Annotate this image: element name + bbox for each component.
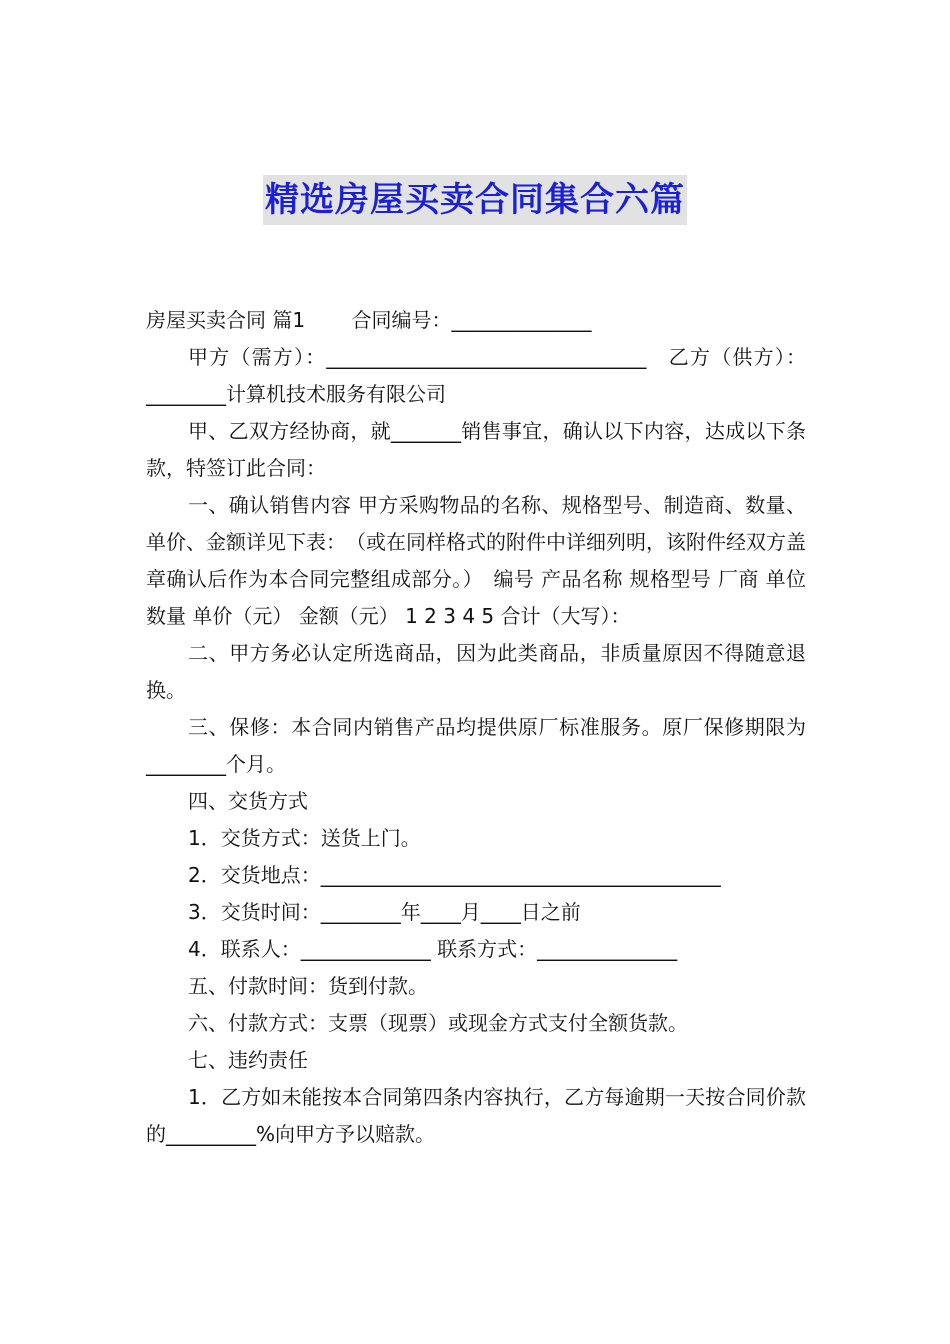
paragraph-clause-7-1: 1．乙方如未能按本合同第四条内容执行，乙方每逾期一天按合同价款的_________%向甲方予以赔款。 <box>146 1085 806 1146</box>
paragraph-clause-1: 一、确认销售内容 甲方采购物品的名称、规格型号、制造商、数量、单价、金额详见下表： （或在同样格式的附件中详细列明，该附件经双方盖章确认后作为本合同完整组成部分。） 编号 产品名称 规格型号 厂商 单位 数量 单价（元） 金额（元） 1 2 3 4 5 合计（大写）： <box>146 493 806 628</box>
paragraph-heading-contract-no: 房屋买卖合同 篇1 合同编号：______________ <box>146 308 592 332</box>
paragraph-clause-3: 三、保修：本合同内销售产品均提供原厂标准服务。原厂保修期限为________个月。 <box>146 715 806 776</box>
title-container <box>0 175 950 225</box>
paragraph-clause-2: 二、甲方务必认定所选商品，因为此类商品，非质量原因不得随意退换。 <box>146 641 806 702</box>
document-body <box>146 302 806 1153</box>
paragraph-clause-4: 四、交货方式 <box>188 789 308 813</box>
paragraph-parties: 甲方（需方）：________________________________ 乙方（供方）：________计算机技术服务有限公司 <box>146 345 806 406</box>
paragraph-clause-7: 七、违约责任 <box>188 1048 308 1072</box>
paragraph-delivery-time: 3．交货时间：________年____月____日之前 <box>188 900 581 924</box>
document-title: 精选房屋买卖合同集合六篇 <box>263 175 687 225</box>
paragraph-delivery-method: 1．交货方式：送货上门。 <box>188 826 421 850</box>
paragraph-preamble: 甲、乙双方经协商，就_______销售事宜，确认以下内容，达成以下条款，特签订此合同： <box>146 419 806 480</box>
paragraph-clause-6: 六、付款方式：支票（现票）或现金方式支付全额货款。 <box>188 1011 688 1035</box>
paragraph-delivery-place: 2．交货地点：________________________________________ <box>188 863 721 887</box>
paragraph-contact: 4．联系人：_____________ 联系方式：______________ <box>188 937 678 961</box>
paragraph-clause-5: 五、付款时间：货到付款。 <box>188 974 428 998</box>
